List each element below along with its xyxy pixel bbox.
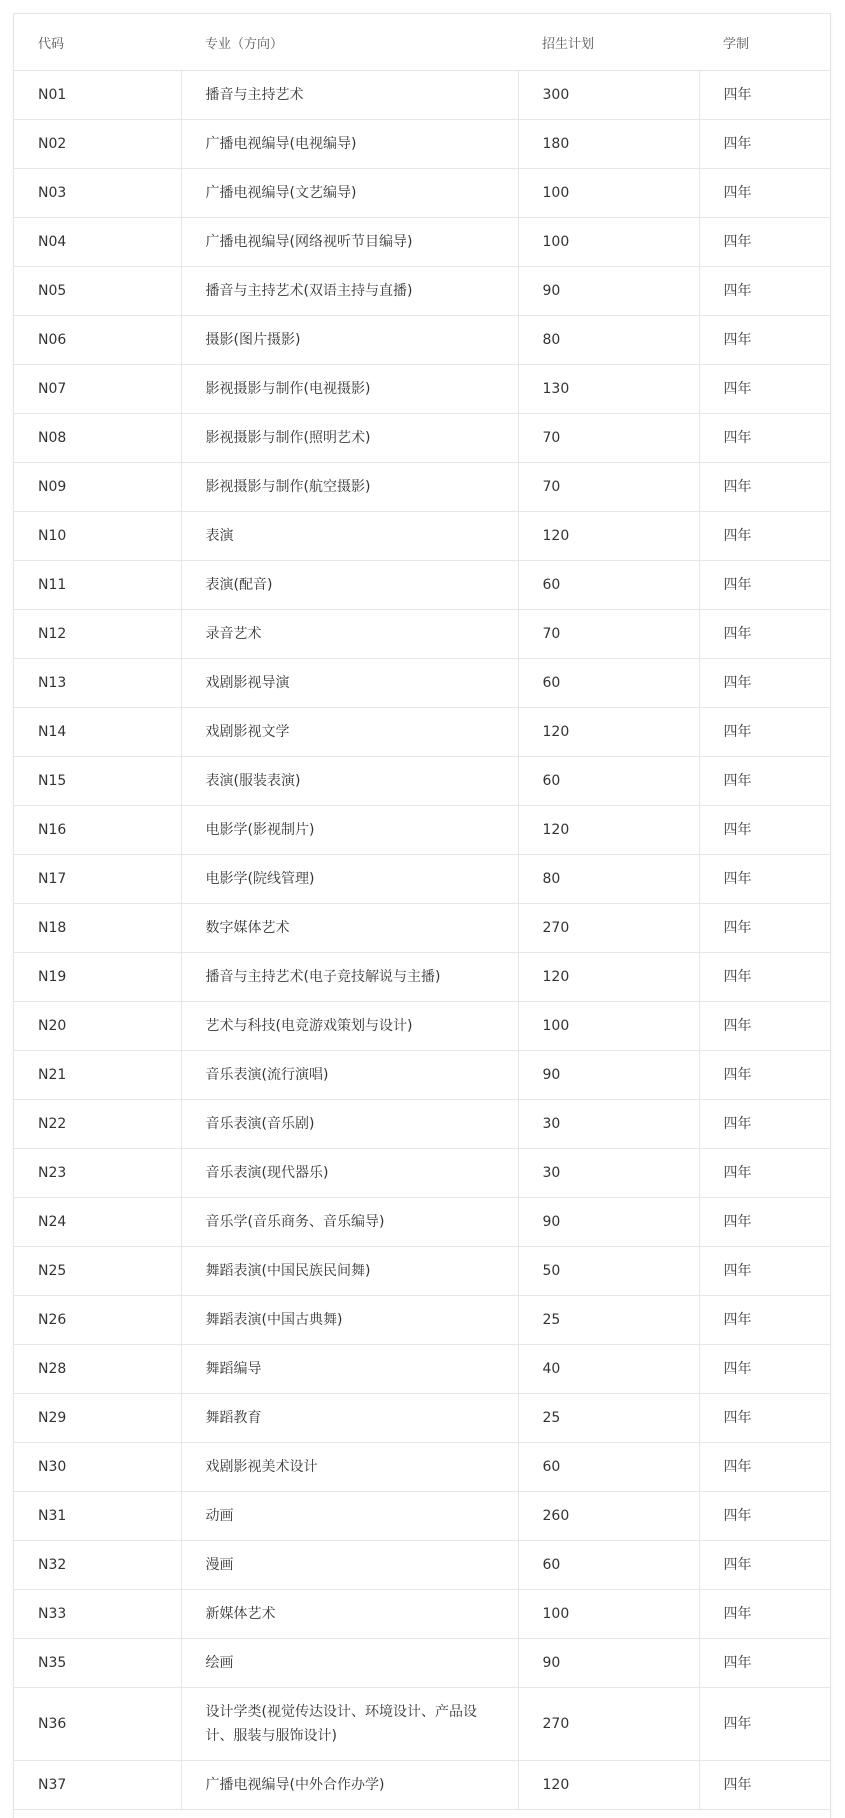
cell-major: 戏剧影视导演 [181,659,518,708]
cell-enrollment-plan: 60 [518,757,699,806]
cell-duration: 四年 [699,1149,830,1198]
table-row [14,1492,830,1541]
cell-enrollment-plan: 60 [518,1443,699,1492]
table-row [14,267,830,316]
cell-enrollment-plan: 100 [518,218,699,267]
cell-enrollment-plan: 30 [518,1149,699,1198]
cell-code: N35 [14,1639,181,1688]
cell-code: N20 [14,1002,181,1051]
cell-code: N04 [14,218,181,267]
table-row [14,365,830,414]
table-row [14,1198,830,1247]
cell-major: 绘画 [181,1639,518,1688]
cell-enrollment-plan: 60 [518,1541,699,1590]
table-row [14,512,830,561]
cell-duration: 四年 [699,1345,830,1394]
cell-code: N29 [14,1394,181,1443]
cell-major: 广播电视编导(文艺编导) [181,169,518,218]
cell-major: 广播电视编导(中外合作办学) [181,1761,518,1810]
table-row [14,806,830,855]
cell-major: 音乐表演(现代器乐) [181,1149,518,1198]
cell-major: 漫画 [181,1541,518,1590]
cell-enrollment-plan: 70 [518,610,699,659]
cell-duration: 四年 [699,953,830,1002]
cell-major: 动画 [181,1492,518,1541]
cell-duration: 四年 [699,218,830,267]
cell-major: 影视摄影与制作(照明艺术) [181,414,518,463]
cell-enrollment-plan: 120 [518,806,699,855]
table-row [14,855,830,904]
cell-enrollment-plan: 70 [518,414,699,463]
table-row [14,1345,830,1394]
cell-enrollment-plan: 60 [518,659,699,708]
table-row [14,1051,830,1100]
cell-major: 数字媒体艺术 [181,904,518,953]
cell-code: N13 [14,659,181,708]
cell-code: N22 [14,1100,181,1149]
table-row [14,414,830,463]
cell-duration: 四年 [699,659,830,708]
cell-duration: 四年 [699,414,830,463]
cell-major: 播音与主持艺术 [181,71,518,120]
cell-major: 影视摄影与制作(电视摄影) [181,365,518,414]
cell-code: N15 [14,757,181,806]
cell-major: 舞蹈教育 [181,1394,518,1443]
cell-duration: 四年 [699,1100,830,1149]
cell-duration: 四年 [699,316,830,365]
table-body [14,71,830,1810]
header-code: 代码 [14,14,181,71]
enrollment-table-container [13,13,831,1818]
cell-major: 音乐学(音乐商务、音乐编导) [181,1198,518,1247]
table-row [14,1590,830,1639]
table-row [14,610,830,659]
cell-code: N16 [14,806,181,855]
cell-code: N37 [14,1761,181,1810]
cell-code: N10 [14,512,181,561]
header-duration: 学制 [699,14,830,71]
cell-code: N06 [14,316,181,365]
cell-duration: 四年 [699,169,830,218]
table-row [14,1394,830,1443]
cell-major: 音乐表演(流行演唱) [181,1051,518,1100]
cell-major: 艺术与科技(电竞游戏策划与设计) [181,1002,518,1051]
cell-major: 音乐表演(音乐剧) [181,1100,518,1149]
cell-duration: 四年 [699,365,830,414]
table-header-row [14,14,830,71]
cell-major: 设计学类(视觉传达设计、环境设计、产品设计、服装与服饰设计) [181,1688,518,1761]
cell-code: N14 [14,708,181,757]
cell-enrollment-plan: 40 [518,1345,699,1394]
cell-duration: 四年 [699,757,830,806]
cell-enrollment-plan: 80 [518,855,699,904]
table-row [14,463,830,512]
cell-duration: 四年 [699,1761,830,1810]
cell-code: N23 [14,1149,181,1198]
cell-major: 电影学(影视制片) [181,806,518,855]
cell-enrollment-plan: 90 [518,1198,699,1247]
cell-code: N24 [14,1198,181,1247]
table-row [14,1639,830,1688]
cell-enrollment-plan: 90 [518,1051,699,1100]
cell-enrollment-plan: 50 [518,1247,699,1296]
cell-major: 戏剧影视美术设计 [181,1443,518,1492]
cell-duration: 四年 [699,1002,830,1051]
table-row [14,1149,830,1198]
table-row [14,71,830,120]
cell-enrollment-plan: 60 [518,561,699,610]
cell-major: 播音与主持艺术(双语主持与直播) [181,267,518,316]
cell-enrollment-plan: 90 [518,1639,699,1688]
cell-duration: 四年 [699,708,830,757]
cell-code: N19 [14,953,181,1002]
cell-duration: 四年 [699,1590,830,1639]
cell-major: 摄影(图片摄影) [181,316,518,365]
cell-code: N30 [14,1443,181,1492]
cell-duration: 四年 [699,1247,830,1296]
cell-enrollment-plan: 30 [518,1100,699,1149]
cell-duration: 四年 [699,1394,830,1443]
cell-duration: 四年 [699,463,830,512]
cell-duration: 四年 [699,904,830,953]
cell-code: N05 [14,267,181,316]
cell-major: 播音与主持艺术(电子竞技解说与主播) [181,953,518,1002]
table-row [14,659,830,708]
cell-duration: 四年 [699,561,830,610]
cell-duration: 四年 [699,1639,830,1688]
cell-enrollment-plan: 25 [518,1394,699,1443]
cell-duration: 四年 [699,267,830,316]
cell-duration: 四年 [699,610,830,659]
table-row [14,1761,830,1810]
cell-code: N12 [14,610,181,659]
cell-major: 表演 [181,512,518,561]
table-row [14,1541,830,1590]
cell-major: 表演(配音) [181,561,518,610]
cell-code: N36 [14,1688,181,1761]
cell-enrollment-plan: 100 [518,169,699,218]
table-row [14,1296,830,1345]
table-row [14,169,830,218]
cell-enrollment-plan: 130 [518,365,699,414]
cell-major: 表演(服装表演) [181,757,518,806]
cell-duration: 四年 [699,512,830,561]
cell-enrollment-plan: 25 [518,1296,699,1345]
cell-code: N09 [14,463,181,512]
table-row [14,1100,830,1149]
cell-code: N11 [14,561,181,610]
cell-duration: 四年 [699,1492,830,1541]
cell-code: N18 [14,904,181,953]
cell-duration: 四年 [699,1541,830,1590]
cell-code: N31 [14,1492,181,1541]
cell-major: 舞蹈编导 [181,1345,518,1394]
cell-duration: 四年 [699,71,830,120]
cell-enrollment-plan: 70 [518,463,699,512]
table-row [14,1247,830,1296]
cell-major: 广播电视编导(网络视听节目编导) [181,218,518,267]
cell-major: 录音艺术 [181,610,518,659]
cell-enrollment-plan: 80 [518,316,699,365]
table-row [14,218,830,267]
cell-major: 舞蹈表演(中国民族民间舞) [181,1247,518,1296]
cell-code: N33 [14,1590,181,1639]
cell-enrollment-plan: 270 [518,1688,699,1761]
cell-code: N07 [14,365,181,414]
enrollment-table [14,14,830,1810]
cell-enrollment-plan: 100 [518,1002,699,1051]
cell-code: N26 [14,1296,181,1345]
cell-code: N08 [14,414,181,463]
cell-duration: 四年 [699,806,830,855]
cell-enrollment-plan: 270 [518,904,699,953]
cell-code: N02 [14,120,181,169]
cell-major: 戏剧影视文学 [181,708,518,757]
cell-enrollment-plan: 120 [518,1761,699,1810]
cell-code: N03 [14,169,181,218]
cell-duration: 四年 [699,1198,830,1247]
cell-duration: 四年 [699,1296,830,1345]
cell-major: 舞蹈表演(中国古典舞) [181,1296,518,1345]
cell-duration: 四年 [699,855,830,904]
cell-enrollment-plan: 300 [518,71,699,120]
table-row [14,316,830,365]
cell-enrollment-plan: 120 [518,953,699,1002]
table-row [14,953,830,1002]
cell-duration: 四年 [699,1051,830,1100]
cell-duration: 四年 [699,120,830,169]
cell-code: N01 [14,71,181,120]
header-enrollment-plan: 招生计划 [518,14,699,71]
table-row [14,757,830,806]
cell-major: 影视摄影与制作(航空摄影) [181,463,518,512]
cell-major: 广播电视编导(电视编导) [181,120,518,169]
cell-enrollment-plan: 180 [518,120,699,169]
cell-major: 电影学(院线管理) [181,855,518,904]
table-row [14,708,830,757]
table-row [14,1443,830,1492]
header-major: 专业（方向） [181,14,518,71]
cell-code: N28 [14,1345,181,1394]
cell-duration: 四年 [699,1443,830,1492]
table-row [14,1688,830,1761]
cell-code: N32 [14,1541,181,1590]
cell-code: N25 [14,1247,181,1296]
cell-duration: 四年 [699,1688,830,1761]
cell-code: N17 [14,855,181,904]
cell-major: 新媒体艺术 [181,1590,518,1639]
cell-code: N21 [14,1051,181,1100]
cell-enrollment-plan: 120 [518,512,699,561]
table-row [14,120,830,169]
table-row [14,1002,830,1051]
cell-enrollment-plan: 260 [518,1492,699,1541]
table-row [14,561,830,610]
table-row [14,904,830,953]
cell-enrollment-plan: 120 [518,708,699,757]
cell-enrollment-plan: 100 [518,1590,699,1639]
cell-enrollment-plan: 90 [518,267,699,316]
